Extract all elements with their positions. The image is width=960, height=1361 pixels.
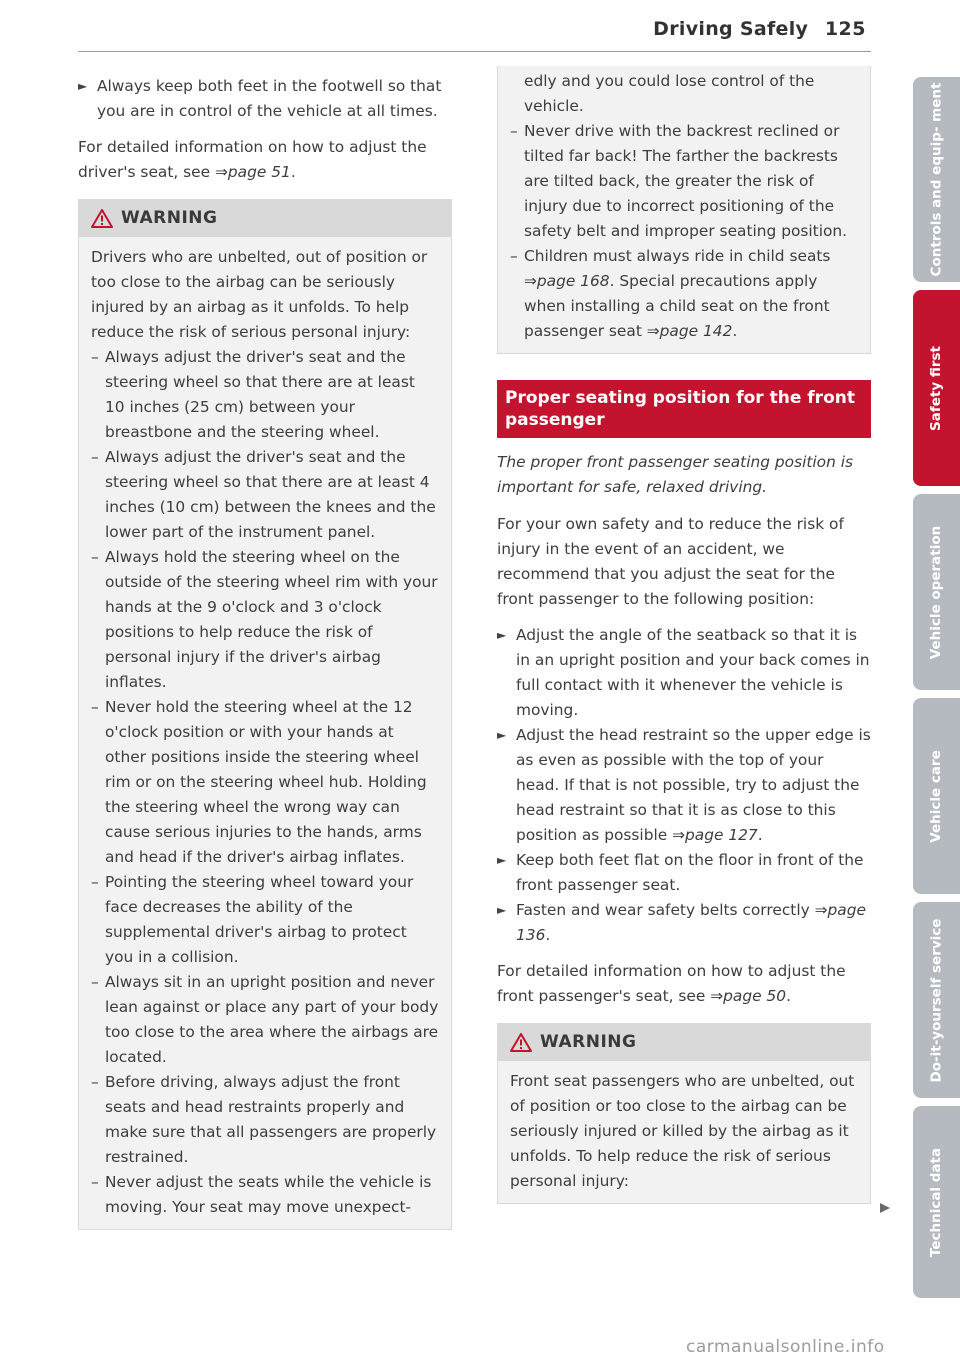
bullet-item: ► Fasten and wear safety belts correctly ⇒page 136.	[497, 898, 871, 948]
right-column	[497, 74, 871, 1204]
warning-triangle-icon	[91, 209, 113, 228]
side-tab-safety[interactable]: Safety first	[913, 290, 960, 486]
side-tab-controls[interactable]: Controls and equip- ment	[913, 77, 960, 282]
side-tab-vehicle-care[interactable]: Vehicle care	[913, 698, 960, 894]
watermark: carmanualsonline.info	[686, 1337, 885, 1357]
side-tab-vehicle-operation[interactable]: Vehicle operation	[913, 494, 960, 690]
page-reference-link[interactable]: ⇒page 51	[215, 163, 291, 181]
warning-text: Front seat passengers who are unbelted, out of position or too close to the airbag can be seriously injured or killed by the airbag as it unfolds. To help reduce the risk of serious personal injury:	[510, 1072, 855, 1190]
section-heading: Proper seating position for the front passenger	[497, 380, 871, 438]
list-item: – Children must always ride in child seats ⇒page 168. Special precautions apply when installing a child seat on the front passenger seat ⇒page 142.	[510, 247, 831, 340]
page-reference-link[interactable]: ⇒page 127	[672, 826, 758, 844]
list-item: – Never drive with the backrest reclined or tilted far back! The farther the backrests are tilted back, the greater the risk of injury due to incorrect positioning of the safety belt and improper seating position.	[510, 122, 848, 240]
list-item: – Never adjust the seats while the vehicle is moving. Your seat may move unexpect-	[91, 1173, 432, 1216]
bullet-arrow-icon: ►	[497, 903, 507, 917]
list-item: – Always sit in an upright position and never lean against or place any part of your body too close to the area where the airbags are located.	[91, 973, 439, 1066]
warning-body	[79, 237, 451, 1229]
continue-arrow-icon	[879, 1202, 891, 1214]
list-item: – Pointing the steering wheel toward your face decreases the ability of the supplemental driver's airbag to protect you in a collision.	[91, 873, 414, 966]
list-item: – Always adjust the driver's seat and the steering wheel so that there are at least 10 inches (25 cm) between your breastbone and the steering wheel.	[91, 348, 415, 441]
list-item: – Always adjust the driver's seat and the steering wheel so that there are at least 4 inches (10 cm) between the knees and the lower part of the instrument panel.	[91, 448, 436, 541]
paragraph: For detailed information on how to adjust the front passenger's seat, see ⇒page 50.	[497, 962, 846, 1005]
warning-box	[497, 1023, 871, 1204]
warning-intro: Drivers who are unbelted, out of position or too close to the airbag can be seriously injured by an airbag as it unfolds. To help reduce the risk of serious personal injury:	[91, 248, 428, 341]
page-reference-link[interactable]: ⇒page 168	[524, 272, 610, 290]
paragraph: For detailed information on how to adjust the driver's seat, see ⇒page 51.	[78, 138, 427, 181]
warning-title: WARNING	[540, 1032, 637, 1052]
warning-title: WARNING	[121, 208, 218, 228]
bullet-arrow-icon: ►	[78, 79, 88, 93]
bullet-item: ► Adjust the head restraint so the upper edge is as even as possible with the top of your head. If that is not possible, try to adjust the head restraint so that it is as close to this position as possible ⇒page 127.	[497, 723, 871, 848]
warning-continuation-box	[497, 66, 871, 354]
side-tab-technical-data[interactable]: Technical data	[913, 1106, 960, 1298]
header-divider	[78, 51, 871, 52]
chapter-title: Driving Safely	[653, 18, 809, 40]
page-reference-link[interactable]: ⇒page 142	[646, 322, 733, 340]
paragraph: For your own safety and to reduce the risk of injury in the event of an accident, we recommend that you adjust the seat for the front passenger to the following position:	[497, 515, 844, 608]
bullet-arrow-icon: ►	[497, 728, 507, 742]
page-reference-link[interactable]: ⇒page 136	[516, 901, 866, 944]
page-header	[653, 18, 866, 40]
side-tab-do-it-yourself[interactable]: Do-it-yourself service	[913, 902, 960, 1098]
list-item: – Never hold the steering wheel at the 12 o'clock position or with your hands at other positions inside the steering wheel rim or on the steering wheel hub. Holding the steering wheel the wrong way can cause serious injuries to the hands, arms and head if the driver's airbag inflates.	[91, 698, 427, 866]
section-intro: The proper front passenger seating position is important for safe, relaxed driving.	[497, 453, 854, 496]
warning-header	[498, 1024, 870, 1061]
bullet-item: ► Always keep both feet in the footwell so that you are in control of the vehicle at all times.	[78, 74, 452, 124]
bullet-arrow-icon: ►	[497, 628, 507, 642]
continued-text: edly and you could lose control of the vehicle.	[524, 72, 815, 115]
bullet-item: ► Keep both feet flat on the floor in front of the front passenger seat.	[497, 848, 871, 898]
warning-body	[498, 1061, 870, 1203]
warning-box	[78, 199, 452, 1230]
bullet-arrow-icon: ►	[497, 853, 507, 867]
left-column	[78, 74, 452, 1230]
bullet-item: ► Adjust the angle of the seatback so that it is in an upright position and your back comes in full contact with it whenever the vehicle is moving.	[497, 623, 871, 723]
page-number: 125	[824, 18, 866, 40]
page-reference-link[interactable]: ⇒page 50	[710, 987, 787, 1005]
warning-triangle-icon	[510, 1033, 532, 1052]
warning-header	[79, 200, 451, 237]
list-item: – Before driving, always adjust the front seats and head restraints properly and make sure that all passengers are properly restrained.	[91, 1073, 437, 1166]
list-item: – Always hold the steering wheel on the outside of the steering wheel rim with your hands at the 9 o'clock and 3 o'clock positions to help reduce the risk of personal injury if the driver's airbag inflates.	[91, 548, 438, 691]
